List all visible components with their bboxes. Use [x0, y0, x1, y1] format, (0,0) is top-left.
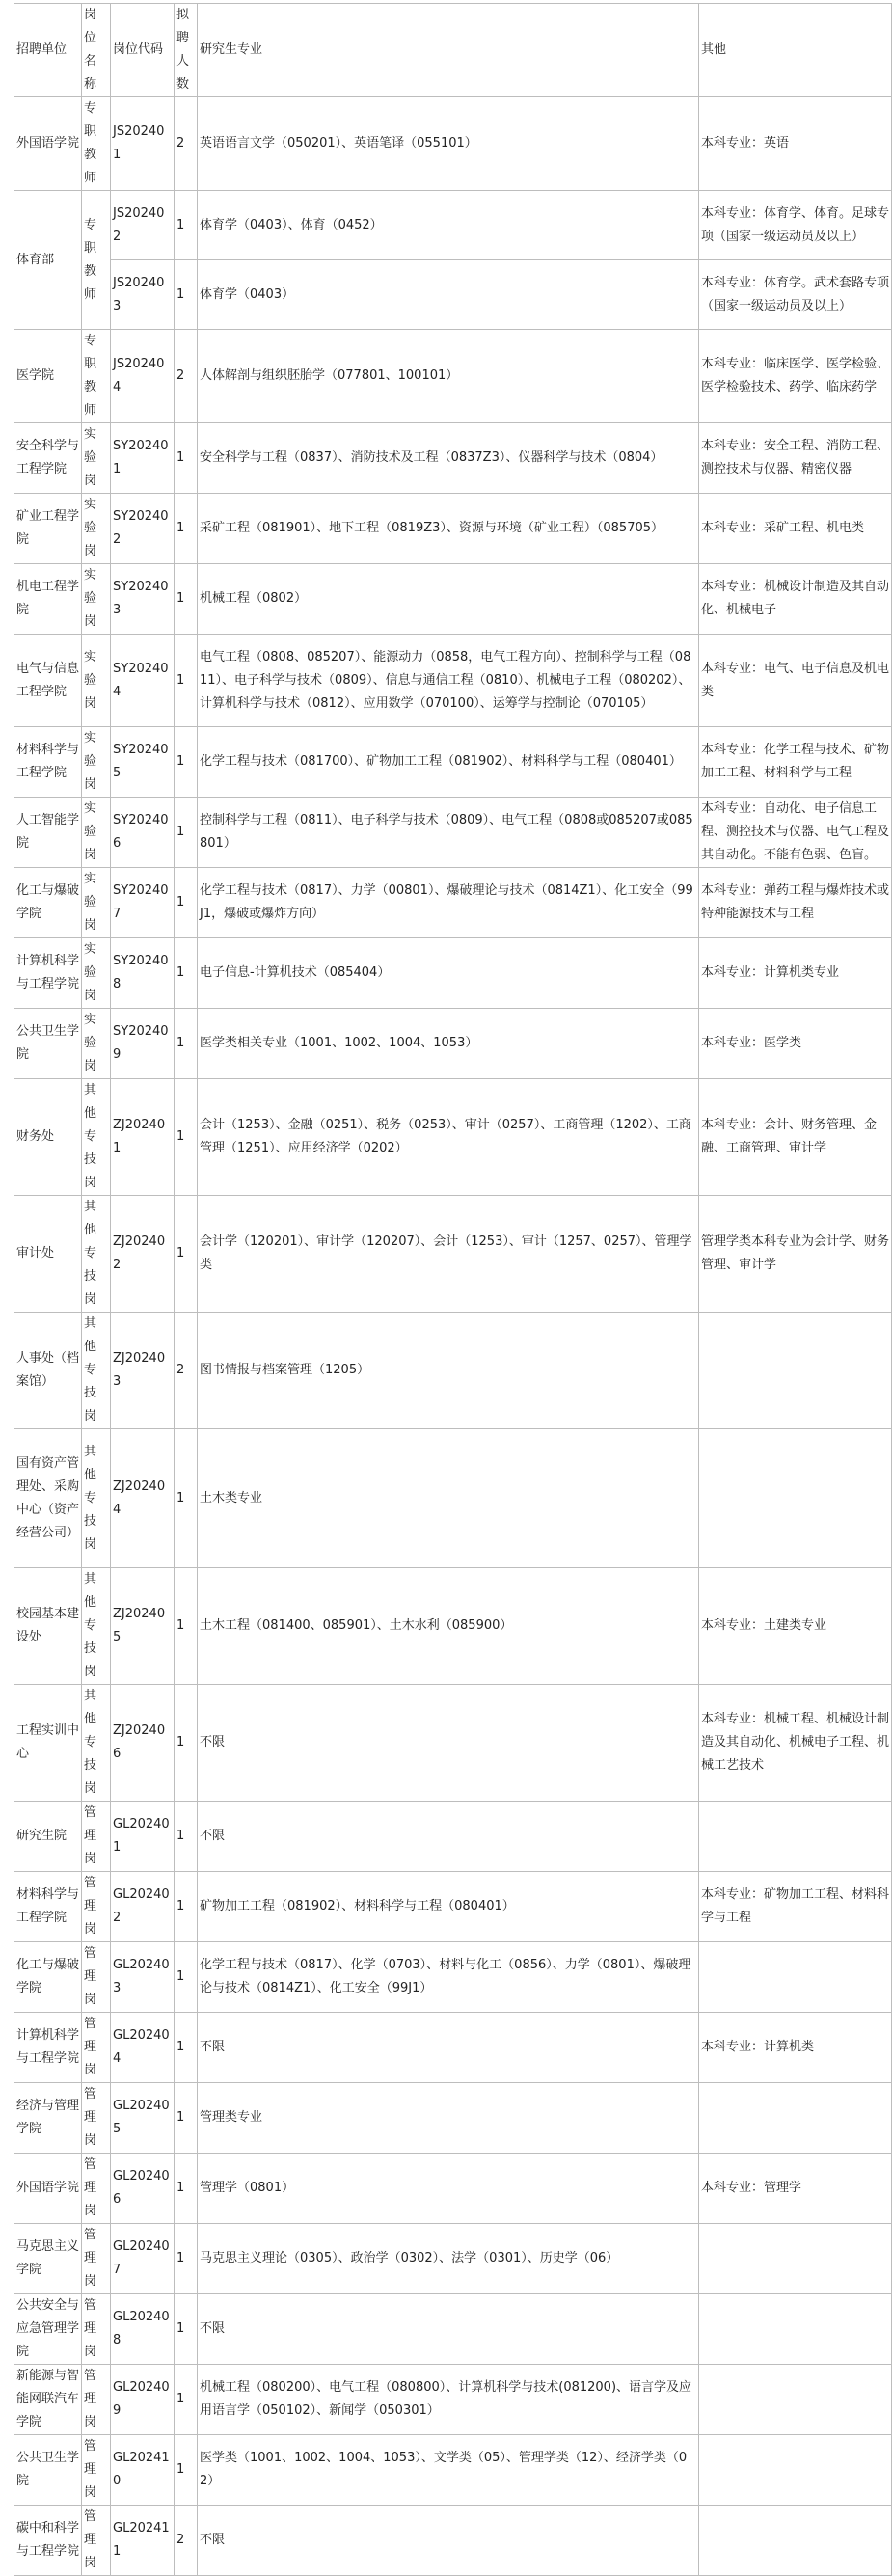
post-cell: 管理岗: [82, 2365, 111, 2435]
count-cell: 1: [175, 1429, 198, 1568]
major-cell: 医学类（1001、1002、1004、1053）、文学类（05）、管理学类（12）、经济学类（02）: [198, 2435, 699, 2506]
post-cell: 其他专技岗: [82, 1313, 111, 1429]
header-row: [14, 4, 892, 97]
table-row: [14, 1685, 892, 1802]
unit-cell: 财务处: [14, 1079, 82, 1196]
count-cell: 2: [175, 330, 198, 423]
table-row: [14, 564, 892, 635]
unit-cell: 体育部: [14, 191, 82, 330]
major-cell: 控制科学与工程（0811）、电子科学与技术（0809）、电气工程（0808或085207或085801）: [198, 798, 699, 868]
table-row: [14, 260, 892, 330]
unit-cell: 机电工程学院: [14, 564, 82, 635]
post-cell: 管理岗: [82, 2506, 111, 2576]
post-cell: 其他专技岗: [82, 1685, 111, 1802]
code-cell: SY202406: [111, 798, 175, 868]
table-row: [14, 798, 892, 868]
code-cell: GL202410: [111, 2435, 175, 2506]
table-row: [14, 1802, 892, 1872]
unit-cell: 工程实训中心: [14, 1685, 82, 1802]
major-cell: 体育学（0403）: [198, 260, 699, 330]
other-cell: 本科专业：体育学、体育。足球专项（国家一级运动员及以上）: [699, 191, 892, 260]
unit-cell: 电气与信息工程学院: [14, 635, 82, 727]
major-cell: 英语语言文学（050201）、英语笔译（055101）: [198, 97, 699, 191]
unit-cell: 审计处: [14, 1196, 82, 1313]
post-cell: 实验岗: [82, 635, 111, 727]
code-cell: SY202402: [111, 494, 175, 564]
code-cell: ZJ202403: [111, 1313, 175, 1429]
count-cell: 1: [175, 1685, 198, 1802]
unit-cell: 校园基本建设处: [14, 1568, 82, 1685]
post-cell: 管理岗: [82, 2224, 111, 2294]
post-cell: 专职教师: [82, 191, 111, 330]
other-cell: 本科专业：计算机类: [699, 2013, 892, 2083]
recruitment-table: [14, 3, 892, 2576]
other-cell: 本科专业：安全工程、消防工程、测控技术与仪器、精密仪器: [699, 423, 892, 494]
header-post: 岗位名称: [82, 4, 111, 97]
unit-cell: 新能源与智能网联汽车学院: [14, 2365, 82, 2435]
other-cell: 本科专业：电气、电子信息及机电类: [699, 635, 892, 727]
other-cell: [699, 1802, 892, 1872]
table-row: [14, 1196, 892, 1313]
count-cell: 1: [175, 1009, 198, 1079]
unit-cell: 外国语学院: [14, 97, 82, 191]
code-cell: GL202405: [111, 2083, 175, 2154]
recruitment-table-container: [14, 3, 891, 2576]
other-cell: 本科专业：土建类专业: [699, 1568, 892, 1685]
unit-cell: 马克思主义学院: [14, 2224, 82, 2294]
post-cell: 实验岗: [82, 938, 111, 1009]
count-cell: 1: [175, 2294, 198, 2365]
major-cell: 采矿工程（081901）、地下工程（0819Z3）、资源与环境（矿业工程）（085705）: [198, 494, 699, 564]
table-row: [14, 330, 892, 423]
major-cell: 机械工程（0802）: [198, 564, 699, 635]
other-cell: 本科专业：体育学。武术套路专项（国家一级运动员及以上）: [699, 260, 892, 330]
code-cell: GL202404: [111, 2013, 175, 2083]
major-cell: 医学类相关专业（1001、1002、1004、1053）: [198, 1009, 699, 1079]
other-cell: 本科专业：自动化、电子信息工程、测控技术与仪器、电气工程及其自动化。不能有色弱、色盲。: [699, 798, 892, 868]
other-cell: [699, 2083, 892, 2154]
post-cell: 管理岗: [82, 2154, 111, 2224]
major-cell: 电气工程（0808、085207）、能源动力（0858，电气工程方向）、控制科学与工程（0811）、电子科学与技术（0809）、信息与通信工程（0810）、机械电子工程（080202）、计算机科学与技术（0812）、应用数学（070100）、运筹学与控制论（070105）: [198, 635, 699, 727]
post-cell: 管理岗: [82, 2294, 111, 2365]
other-cell: 本科专业：化学工程与技术、矿物加工工程、材料科学与工程: [699, 727, 892, 798]
code-cell: JS202404: [111, 330, 175, 423]
major-cell: 体育学（0403）、体育（0452）: [198, 191, 699, 260]
count-cell: 1: [175, 2435, 198, 2506]
unit-cell: 化工与爆破学院: [14, 1942, 82, 2013]
unit-cell: 计算机科学与工程学院: [14, 2013, 82, 2083]
count-cell: 1: [175, 2083, 198, 2154]
unit-cell: 国有资产管理处、采购中心（资产经营公司）: [14, 1429, 82, 1568]
table-row: [14, 938, 892, 1009]
header-count: 拟聘人数: [175, 4, 198, 97]
other-cell: 本科专业：机械工程、机械设计制造及其自动化、机械电子工程、机械工艺技术: [699, 1685, 892, 1802]
code-cell: SY202409: [111, 1009, 175, 1079]
major-cell: 管理学（0801）: [198, 2154, 699, 2224]
count-cell: 1: [175, 1802, 198, 1872]
code-cell: GL202407: [111, 2224, 175, 2294]
major-cell: 图书情报与档案管理（1205）: [198, 1313, 699, 1429]
code-cell: ZJ202401: [111, 1079, 175, 1196]
header-other: 其他: [699, 4, 892, 97]
table-row: [14, 191, 892, 260]
code-cell: SY202408: [111, 938, 175, 1009]
table-row: [14, 2154, 892, 2224]
count-cell: 1: [175, 2154, 198, 2224]
unit-cell: 化工与爆破学院: [14, 868, 82, 938]
code-cell: JS202401: [111, 97, 175, 191]
table-row: [14, 1079, 892, 1196]
major-cell: 马克思主义理论（0305）、政治学（0302）、法学（0301）、历史学（06）: [198, 2224, 699, 2294]
table-row: [14, 1009, 892, 1079]
unit-cell: 研究生院: [14, 1802, 82, 1872]
count-cell: 1: [175, 868, 198, 938]
post-cell: 实验岗: [82, 727, 111, 798]
major-cell: 管理类专业: [198, 2083, 699, 2154]
major-cell: 不限: [198, 2013, 699, 2083]
other-cell: [699, 2224, 892, 2294]
other-cell: [699, 2365, 892, 2435]
unit-cell: 经济与管理学院: [14, 2083, 82, 2154]
count-cell: 1: [175, 494, 198, 564]
table-row: [14, 2224, 892, 2294]
other-cell: 本科专业：管理学: [699, 2154, 892, 2224]
post-cell: 专职教师: [82, 330, 111, 423]
table-row: [14, 2294, 892, 2365]
code-cell: GL202409: [111, 2365, 175, 2435]
major-cell: 会计（1253）、金融（0251）、税务（0253）、审计（0257）、工商管理（1202）、工商管理（1251）、应用经济学（0202）: [198, 1079, 699, 1196]
table-row: [14, 2365, 892, 2435]
post-cell: 实验岗: [82, 423, 111, 494]
unit-cell: 碳中和科学与工程学院: [14, 2506, 82, 2576]
post-cell: 其他专技岗: [82, 1568, 111, 1685]
code-cell: SY202404: [111, 635, 175, 727]
header-code: 岗位代码: [111, 4, 175, 97]
other-cell: 本科专业：机械设计制造及其自动化、机械电子: [699, 564, 892, 635]
unit-cell: 材料科学与工程学院: [14, 1872, 82, 1942]
post-cell: 管理岗: [82, 1942, 111, 2013]
code-cell: GL202406: [111, 2154, 175, 2224]
major-cell: 不限: [198, 2506, 699, 2576]
other-cell: 管理学类本科专业为会计学、财务管理、审计学: [699, 1196, 892, 1313]
other-cell: 本科专业：弹药工程与爆炸技术或特种能源技术与工程: [699, 868, 892, 938]
table-row: [14, 868, 892, 938]
other-cell: 本科专业：计算机类专业: [699, 938, 892, 1009]
other-cell: 本科专业：矿物加工工程、材料科学与工程: [699, 1872, 892, 1942]
count-cell: 2: [175, 1313, 198, 1429]
unit-cell: 人事处（档案馆）: [14, 1313, 82, 1429]
code-cell: ZJ202405: [111, 1568, 175, 1685]
code-cell: JS202402: [111, 191, 175, 260]
major-cell: 会计学（120201）、审计学（120207）、会计（1253）、审计（1257、0257）、管理学类: [198, 1196, 699, 1313]
post-cell: 实验岗: [82, 868, 111, 938]
header-unit: 招聘单位: [14, 4, 82, 97]
count-cell: 1: [175, 938, 198, 1009]
count-cell: 1: [175, 564, 198, 635]
table-row: [14, 727, 892, 798]
major-cell: 机械工程（080200）、电气工程（080800）、计算机科学与技术(081200)、语言学及应用语言学（050102）、新闻学（050301）: [198, 2365, 699, 2435]
unit-cell: 安全科学与工程学院: [14, 423, 82, 494]
unit-cell: 公共卫生学院: [14, 1009, 82, 1079]
major-cell: 不限: [198, 1685, 699, 1802]
code-cell: ZJ202404: [111, 1429, 175, 1568]
post-cell: 实验岗: [82, 564, 111, 635]
other-cell: [699, 1313, 892, 1429]
major-cell: 安全科学与工程（0837）、消防技术及工程（0837Z3）、仪器科学与技术（0804）: [198, 423, 699, 494]
table-row: [14, 2013, 892, 2083]
unit-cell: 公共卫生学院: [14, 2435, 82, 2506]
header-major: 研究生专业: [198, 4, 699, 97]
table-row: [14, 2506, 892, 2576]
count-cell: 1: [175, 423, 198, 494]
table-row: [14, 635, 892, 727]
code-cell: SY202403: [111, 564, 175, 635]
code-cell: GL202408: [111, 2294, 175, 2365]
table-row: [14, 1568, 892, 1685]
post-cell: 专职教师: [82, 97, 111, 191]
count-cell: 1: [175, 191, 198, 260]
count-cell: 1: [175, 1196, 198, 1313]
code-cell: JS202403: [111, 260, 175, 330]
other-cell: [699, 2435, 892, 2506]
post-cell: 管理岗: [82, 2013, 111, 2083]
unit-cell: 计算机科学与工程学院: [14, 938, 82, 1009]
code-cell: SY202401: [111, 423, 175, 494]
count-cell: 1: [175, 798, 198, 868]
count-cell: 2: [175, 97, 198, 191]
unit-cell: 外国语学院: [14, 2154, 82, 2224]
table-row: [14, 1942, 892, 2013]
table-row: [14, 1313, 892, 1429]
code-cell: GL202402: [111, 1872, 175, 1942]
major-cell: 矿物加工工程（081902）、材料科学与工程（080401）: [198, 1872, 699, 1942]
code-cell: SY202407: [111, 868, 175, 938]
post-cell: 其他专技岗: [82, 1079, 111, 1196]
table-row: [14, 2083, 892, 2154]
count-cell: 1: [175, 2224, 198, 2294]
major-cell: 人体解剖与组织胚胎学（077801、100101）: [198, 330, 699, 423]
code-cell: ZJ202406: [111, 1685, 175, 1802]
code-cell: ZJ202402: [111, 1196, 175, 1313]
post-cell: 管理岗: [82, 1802, 111, 1872]
unit-cell: 材料科学与工程学院: [14, 727, 82, 798]
count-cell: 1: [175, 1942, 198, 2013]
major-cell: 不限: [198, 1802, 699, 1872]
other-cell: 本科专业：临床医学、医学检验、医学检验技术、药学、临床药学: [699, 330, 892, 423]
other-cell: [699, 2506, 892, 2576]
post-cell: 实验岗: [82, 798, 111, 868]
major-cell: 土木类专业: [198, 1429, 699, 1568]
other-cell: 本科专业：医学类: [699, 1009, 892, 1079]
code-cell: GL202411: [111, 2506, 175, 2576]
count-cell: 1: [175, 2365, 198, 2435]
other-cell: 本科专业：英语: [699, 97, 892, 191]
post-cell: 其他专技岗: [82, 1196, 111, 1313]
post-cell: 其他专技岗: [82, 1429, 111, 1568]
table-row: [14, 1429, 892, 1568]
count-cell: 1: [175, 2013, 198, 2083]
post-cell: 管理岗: [82, 2083, 111, 2154]
table-row: [14, 1872, 892, 1942]
table-row: [14, 494, 892, 564]
unit-cell: 人工智能学院: [14, 798, 82, 868]
count-cell: 1: [175, 727, 198, 798]
count-cell: 1: [175, 635, 198, 727]
unit-cell: 矿业工程学院: [14, 494, 82, 564]
major-cell: 化学工程与技术（0817）、力学（00801）、爆破理论与技术（0814Z1）、化工安全（99J1，爆破或爆炸方向）: [198, 868, 699, 938]
post-cell: 实验岗: [82, 494, 111, 564]
code-cell: SY202405: [111, 727, 175, 798]
count-cell: 2: [175, 2506, 198, 2576]
table-row: [14, 423, 892, 494]
count-cell: 1: [175, 1568, 198, 1685]
count-cell: 1: [175, 1079, 198, 1196]
other-cell: [699, 1429, 892, 1568]
major-cell: 不限: [198, 2294, 699, 2365]
code-cell: GL202403: [111, 1942, 175, 2013]
table-row: [14, 2435, 892, 2506]
unit-cell: 公共安全与应急管理学院: [14, 2294, 82, 2365]
post-cell: 管理岗: [82, 1872, 111, 1942]
code-cell: GL202401: [111, 1802, 175, 1872]
count-cell: 1: [175, 260, 198, 330]
major-cell: 电子信息-计算机技术（085404）: [198, 938, 699, 1009]
table-row: [14, 97, 892, 191]
other-cell: [699, 2294, 892, 2365]
major-cell: 土木工程（081400、085901）、土木水利（085900）: [198, 1568, 699, 1685]
post-cell: 实验岗: [82, 1009, 111, 1079]
other-cell: 本科专业：会计、财务管理、金融、工商管理、审计学: [699, 1079, 892, 1196]
major-cell: 化学工程与技术（0817）、化学（0703）、材料与化工（0856）、力学（0801）、爆破理论与技术（0814Z1）、化工安全（99J1）: [198, 1942, 699, 2013]
post-cell: 管理岗: [82, 2435, 111, 2506]
count-cell: 1: [175, 1872, 198, 1942]
unit-cell: 医学院: [14, 330, 82, 423]
other-cell: 本科专业：采矿工程、机电类: [699, 494, 892, 564]
other-cell: [699, 1942, 892, 2013]
major-cell: 化学工程与技术（081700）、矿物加工工程（081902）、材料科学与工程（080401）: [198, 727, 699, 798]
